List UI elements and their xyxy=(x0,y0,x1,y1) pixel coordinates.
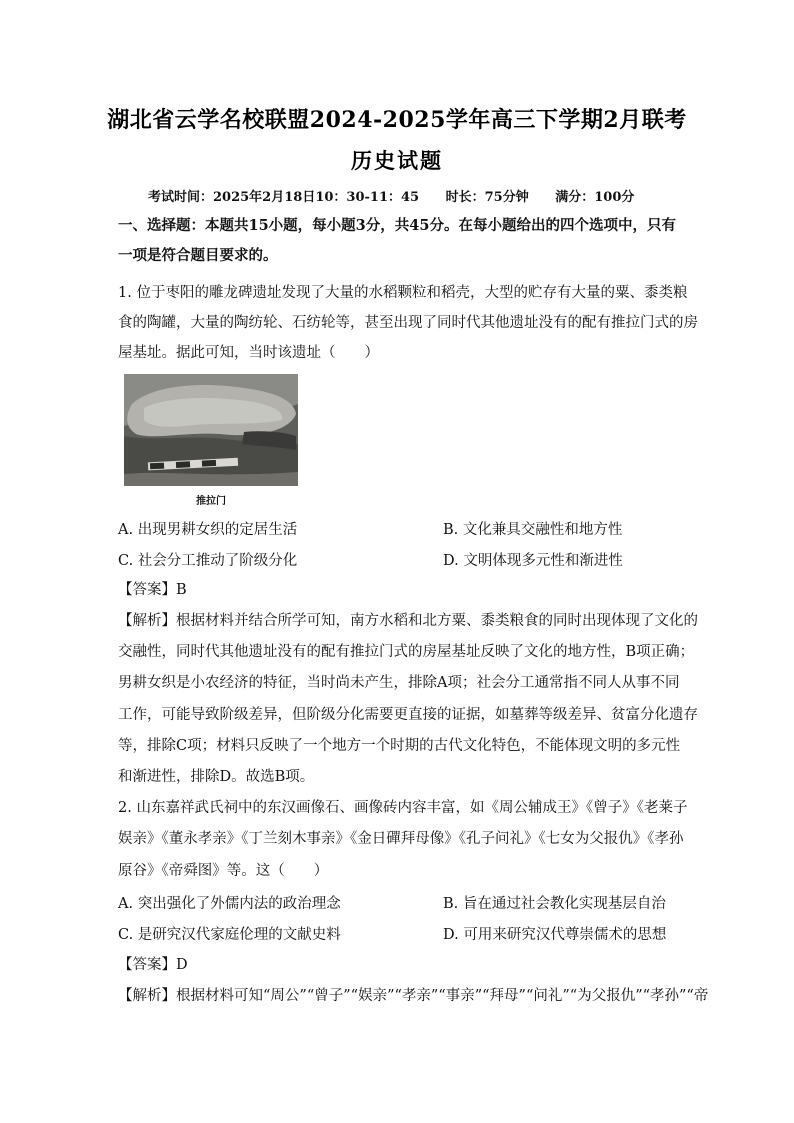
q1-option-a: A. 出现男耕女织的定居生活 xyxy=(118,522,298,538)
q2-analysis-line1: 【解析】根据材料可知“周公”“曾子”“娱亲”“孝亲”“事亲”“拜母”“问礼”“为父报仇”“孝孙”“帝 xyxy=(118,988,709,1004)
q2-option-d: D. 可用来研究汉代尊崇儒术的思想 xyxy=(443,927,667,943)
q1-stem-line1: 1. 位于枣阳的雕龙碑遗址发现了大量的水稻颗粒和稻壳，大型的贮存有大量的粟、黍类粮 xyxy=(118,285,688,301)
q1-analysis-line2: 交融性，同时代其他遗址没有的配有推拉门式的房屋基址反映了文化的地方性，B项正确； xyxy=(118,644,695,660)
q1-option-c: C. 社会分工推动了阶级分化 xyxy=(118,553,298,569)
section-heading-line2: 一项是符合题目要求的。 xyxy=(118,247,278,264)
figure-caption: 推拉门 xyxy=(196,496,226,507)
q2-stem-line2: 娱亲》《董永孝亲》《丁兰刻木事亲》《金日磾拜母像》《孔子问礼》《七女为父报仇》《孝孙 xyxy=(118,831,684,847)
q2-option-b: B. 旨在通过社会教化实现基层自治 xyxy=(443,896,666,912)
q1-stem-line2: 食的陶罐，大量的陶纺轮、石纺轮等，甚至出现了同时代其他遗址没有的配有推拉门式的房 xyxy=(118,315,698,331)
q1-analysis-line1: 【解析】根据材料并结合所学可知，南方水稻和北方粟、黍类粮食的同时出现体现了文化的 xyxy=(118,613,698,629)
q1-analysis-line5: 等，排除C项；材料只反映了一个地方一个时期的古代文化特色，不能体现文明的多元性 xyxy=(118,738,681,754)
q1-stem-line3: 屋基址。据此可知，当时该遗址（ ） xyxy=(118,345,379,361)
q2-answer: 【答案】D xyxy=(118,957,188,973)
q1-option-d: D. 文明体现多元性和渐进性 xyxy=(443,553,623,569)
q2-option-a: A. 突出强化了外儒内法的政治理念 xyxy=(118,896,341,912)
section-heading-line1: 一、选择题：本题共15小题，每小题3分，共45分。在每小题给出的四个选项中，只有 xyxy=(118,217,676,234)
q2-option-c: C. 是研究汉代家庭伦理的文献史料 xyxy=(118,927,341,943)
sliding-door-photo xyxy=(124,374,298,486)
q1-analysis-line3: 男耕女织是小农经济的特征，当时尚未产生，排除A项；社会分工通常指不同人从事不同 xyxy=(118,675,680,691)
q1-analysis-line6: 和渐进性，排除D。故选B项。 xyxy=(118,769,315,785)
exam-time: 考试时间：2025年2月18日10：30-11：45 xyxy=(148,190,420,205)
exam-full-score: 满分：100分 xyxy=(555,190,635,205)
q1-analysis-line4: 工作，可能导致阶级差异，但阶级分化需要更直接的证据，如墓葬等级差异、贫富分化遗存 xyxy=(118,707,698,723)
q2-stem-line3: 原谷》《帝舜图》等。这（ ） xyxy=(118,863,329,879)
exam-duration: 时长：75分钟 xyxy=(445,190,529,205)
document-subtitle: 历史试题 xyxy=(351,148,443,173)
exam-info xyxy=(148,186,634,205)
q1-answer: 【答案】B xyxy=(118,582,187,598)
q1-option-b: B. 文化兼具交融性和地方性 xyxy=(443,522,623,538)
q2-stem-line1: 2. 山东嘉祥武氏祠中的东汉画像石、画像砖内容丰富，如《周公辅成王》《曾子》《老莱子 xyxy=(118,800,688,816)
document-title: 湖北省云学名校联盟2024-2025学年高三下学期2月联考 xyxy=(107,107,687,133)
